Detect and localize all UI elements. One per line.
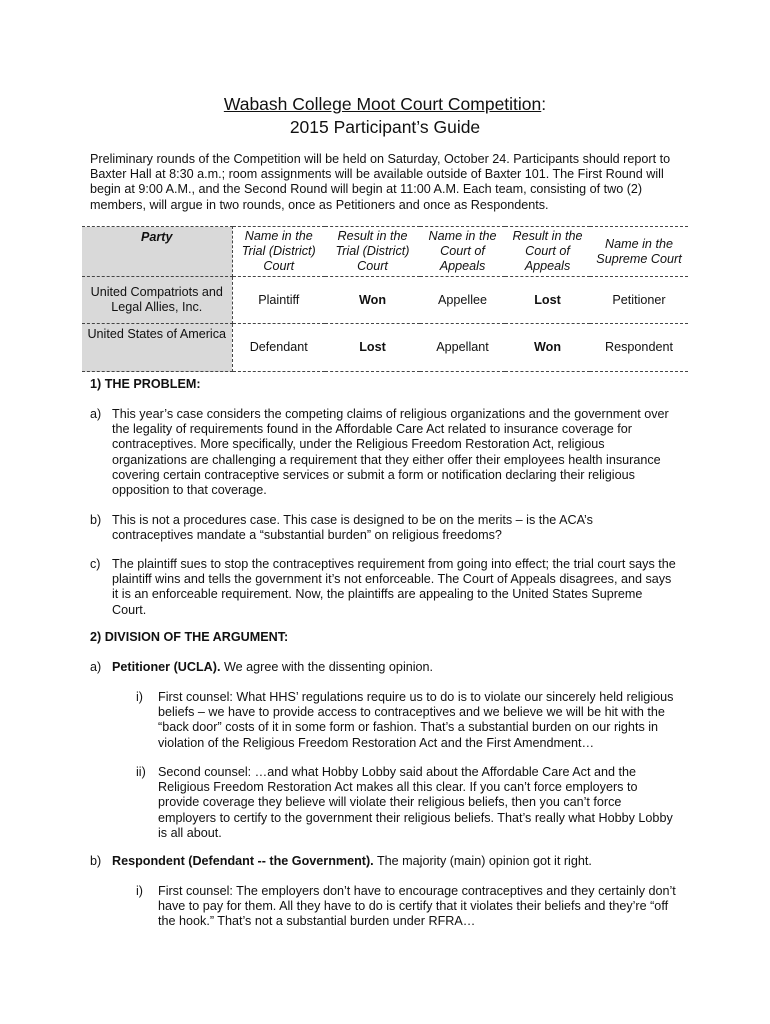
list-marker: b)	[90, 854, 102, 868]
sub-list-item-text: First counsel: What HHS’ regulations require us to do is to violate our sincerely held religious beliefs – we have to provide access to contraceptives and we believe we will be hit with the “back door” costs of it in some form or fashion. That’s a substantial burden on our rights in violation of the Religious Freedom Restoration Act and the First Amendment…	[158, 690, 674, 750]
table-row	[82, 324, 688, 372]
sub-list-item	[136, 765, 678, 841]
sub-list-item-text: Second counsel: …and what Hobby Lobby said about the Affordable Care Act and the Religious Freedom Restoration Act makes all this clear. If you can’t force employers to provide coverage they believe will violate their religious beliefs, then you can’t force employers to certify to the government their religious beliefs. That’s really what Hobby Lobby is all about.	[158, 765, 673, 840]
table-cell: Plaintiff	[232, 277, 325, 324]
list-item	[90, 557, 677, 618]
sub-list-item	[136, 884, 678, 930]
title-colon: :	[541, 94, 547, 114]
list-item	[90, 513, 677, 543]
list-item-text: This is not a procedures case. This case is designed to be on the merits – is the ACA’s contraceptives mandate a “substantial burden” on religious freedoms?	[112, 513, 593, 543]
list-marker: i)	[136, 884, 143, 898]
intro-paragraph: Preliminary rounds of the Competition will be held on Saturday, October 24. Participants should report to Baxter Hall at 8:30 a.m.; room assignments will be available outside of Baxter 101. The First Round will begin at 9:00 A.M., and the Second Round will begin at 11:00 A.M. Each team, consisting of two (2) members, will argue in two rounds, once as Petitioners and once as Respondents.	[90, 152, 671, 212]
role-description: We agree with the dissenting opinion.	[220, 660, 434, 674]
list-marker: b)	[90, 513, 102, 527]
case-results-table	[82, 226, 688, 372]
table-cell: United States of America	[82, 324, 232, 372]
list-item-text: This year’s case considers the competing claims of religious organizations and the government over the legality of requirements found in the Affordable Care Act related to insurance coverage for contraceptives. More specifically, under the Religious Freedom Restoration Act, religious organizations are challenging a requirement that they either offer their employees health insurance covering certain contraceptive services or submit a form or notification declaring their religious opposition to that coverage.	[112, 407, 669, 498]
table-header-cell: Party	[82, 227, 232, 277]
table-cell: Respondent	[590, 324, 688, 372]
table-header-cell: Name in the Trial (District) Court	[232, 227, 325, 277]
list-item-petitioner	[90, 660, 677, 675]
table-cell: Won	[325, 277, 420, 324]
document-title	[0, 93, 770, 115]
table-cell: Lost	[325, 324, 420, 372]
sub-list-item-text: First counsel: The employers don’t have to encourage contraceptives and they certainly don’t have to pay for them. All they have to do is certify that it violates their beliefs and they’re “off the hook.” That’s not a substantial burden under RFRA…	[158, 884, 676, 929]
table-cell: Appellee	[420, 277, 505, 324]
table-cell: Lost	[505, 277, 590, 324]
list-marker: c)	[90, 557, 101, 571]
title-underlined: Wabash College Moot Court Competition	[223, 94, 542, 114]
table-header-cell: Name in the Court of Appeals	[420, 227, 505, 277]
list-item-respondent	[90, 854, 677, 869]
list-marker: a)	[90, 407, 102, 421]
table-header-cell: Result in the Trial (District) Court	[325, 227, 420, 277]
list-marker: ii)	[136, 765, 146, 779]
sub-list-item	[136, 690, 678, 751]
section-heading-problem: 1) THE PROBLEM:	[90, 377, 201, 391]
document-subtitle: 2015 Participant’s Guide	[289, 117, 481, 137]
section-heading-division: 2) DIVISION OF THE ARGUMENT:	[90, 630, 289, 644]
list-item	[90, 407, 677, 498]
list-item-text	[112, 660, 677, 675]
table-header-cell: Result in the Court of Appeals	[505, 227, 590, 277]
role-label: Respondent (Defendant -- the Government).	[112, 854, 374, 868]
list-item-text	[112, 854, 677, 869]
table-cell: Petitioner	[590, 277, 688, 324]
table-cell: United Compatriots and Legal Allies, Inc.	[82, 277, 232, 324]
table-header-row	[82, 227, 688, 277]
list-item-text: The plaintiff sues to stop the contraceptives requirement from going into effect; the trial court says the plaintiff wins and tells the government it’s not enforceable. The Court of Appeals disagrees, and says it is an enforceable requirement. Now, the plaintiffs are appealing to the United States Supreme Court.	[112, 557, 676, 617]
role-label: Petitioner (UCLA).	[112, 660, 221, 674]
table-cell: Defendant	[232, 324, 325, 372]
role-description: The majority (main) opinion got it right.	[373, 854, 592, 868]
table-row	[82, 277, 688, 324]
table-header-cell: Name in the Supreme Court	[590, 227, 688, 277]
table-cell: Won	[505, 324, 590, 372]
table-cell: Appellant	[420, 324, 505, 372]
list-marker: a)	[90, 660, 102, 674]
list-marker: i)	[136, 690, 143, 704]
